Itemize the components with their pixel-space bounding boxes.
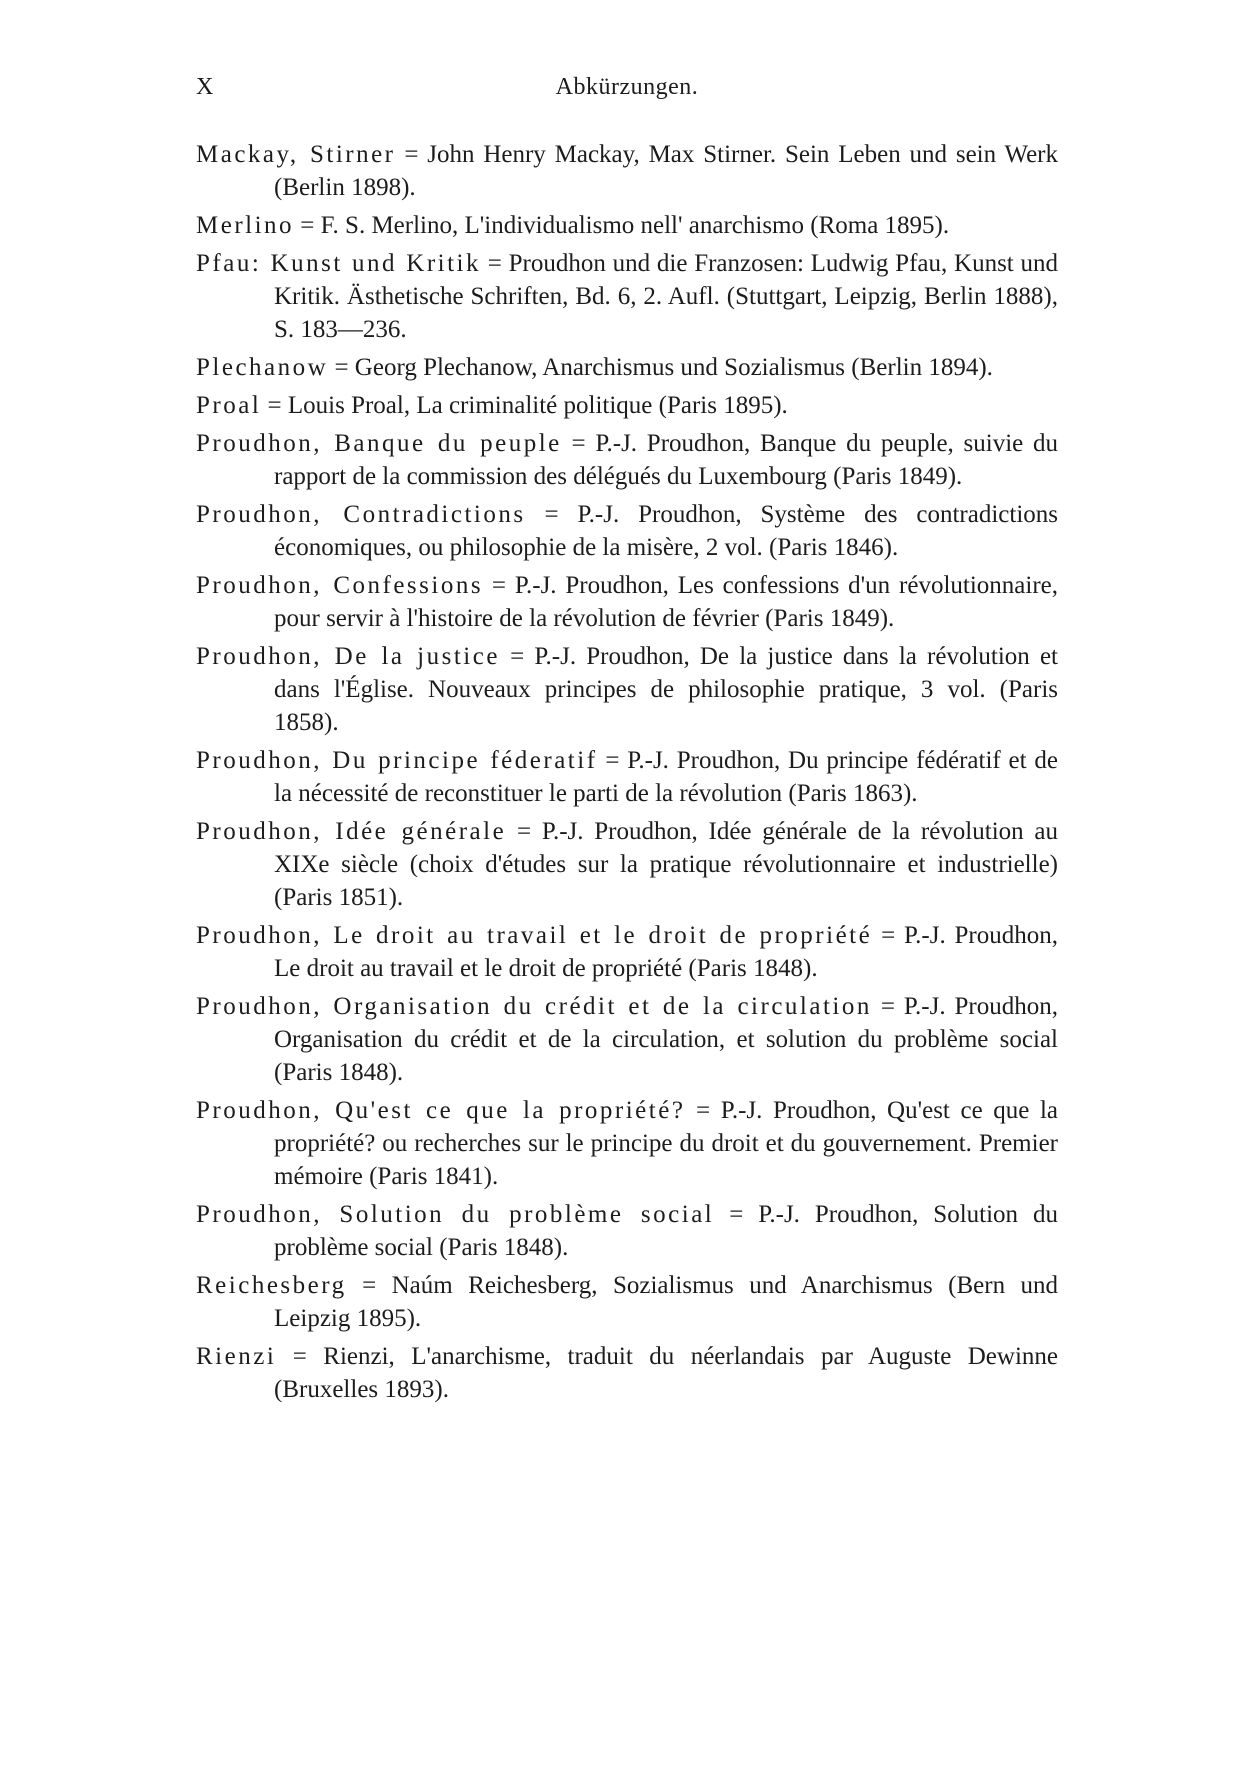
abbreviation-entry bbox=[196, 640, 1058, 739]
abbreviation-entry bbox=[196, 389, 1058, 422]
entry-text: = P.-J. Proudhon, Du principe fédératif et de la nécessité de reconstituer le parti de la révolution (Paris 1863). bbox=[274, 747, 1058, 807]
entry-text: = P.-J. Proudhon, Solution du problème social (Paris 1848). bbox=[274, 1201, 1058, 1261]
entry-key: Proudhon, Banque du peuple bbox=[196, 430, 562, 457]
abbreviation-entry bbox=[196, 138, 1058, 204]
abbreviation-entry bbox=[196, 498, 1058, 564]
entry-key: Proudhon, Contradictions bbox=[196, 501, 526, 528]
entry-text: = P.-J. Proudhon, Les confessions d'un révolutionnaire, pour servir à l'histoire de la révolution de février (Paris 1849). bbox=[274, 572, 1058, 632]
abbreviation-entry bbox=[196, 427, 1058, 493]
entry-key: Pfau: Kunst und Kritik bbox=[196, 250, 482, 277]
abbreviation-entry bbox=[196, 1198, 1058, 1264]
entry-key: Rienzi bbox=[196, 1343, 277, 1370]
entry-text: = John Henry Mackay, Max Stirner. Sein Leben und sein Werk (Berlin 1898). bbox=[274, 141, 1059, 201]
entry-key: Plechanow bbox=[196, 354, 329, 381]
entry-text: = Rienzi, L'anarchisme, traduit du néerlandais par Auguste Dewinne (Bruxelles 1893). bbox=[274, 1343, 1058, 1403]
entry-text: = P.-J. Proudhon, Qu'est ce que la propriété? ou recherches sur le principe du droit et du gouvernement. Premier mémoire (Paris 1841). bbox=[274, 1097, 1058, 1190]
entry-key: Proudhon, Confessions bbox=[196, 572, 484, 599]
entry-text: = P.-J. Proudhon, Idée générale de la révolution au XIXe siècle (choix d'études sur la pratique révolutionnaire et industrielle) (Paris 1851). bbox=[274, 818, 1058, 911]
entry-text: = P.-J. Proudhon, De la justice dans la révolution et dans l'Église. Nouveaux principes de philosophie pratique, 3 vol. (Paris 1858). bbox=[274, 643, 1058, 736]
page-number: X bbox=[196, 74, 214, 100]
entry-key: Proudhon, Idée générale bbox=[196, 818, 507, 845]
running-title: Abkürzungen. bbox=[555, 74, 699, 100]
entry-key: Proudhon, Solution du problème social bbox=[196, 1201, 715, 1228]
abbreviation-entry bbox=[196, 351, 1058, 384]
entry-text: = Naúm Reichesberg, Sozialismus und Anarchismus (Bern und Leipzig 1895). bbox=[274, 1272, 1059, 1332]
entry-text: = P.-J. Proudhon, Système des contradictions économiques, ou philosophie de la misère, 2 vol. (Paris 1846). bbox=[274, 501, 1059, 561]
entry-key: Proal bbox=[196, 392, 262, 419]
entry-key: Proudhon, Le droit au travail et le droit de propriété bbox=[196, 922, 873, 949]
abbreviation-entry bbox=[196, 815, 1058, 914]
abbreviation-list bbox=[196, 138, 1058, 1411]
abbreviation-entry bbox=[196, 569, 1058, 635]
entry-text: = Georg Plechanow, Anarchismus und Sozialismus (Berlin 1894). bbox=[334, 354, 993, 381]
entry-text: = F. S. Merlino, L'individualismo nell' anarchismo (Roma 1895). bbox=[300, 212, 950, 239]
entry-text: = P.-J. Proudhon, Le droit au travail et le droit de propriété (Paris 1848). bbox=[274, 922, 1059, 982]
entry-key: Mackay, Stirner bbox=[196, 141, 396, 168]
entry-key: Proudhon, Du principe féderatif bbox=[196, 747, 598, 774]
entry-text: = P.-J. Proudhon, Banque du peuple, suivie du rapport de la commission des délégués du Luxembourg (Paris 1849). bbox=[274, 430, 1059, 490]
entry-text: = Louis Proal, La criminalité politique (Paris 1895). bbox=[267, 392, 788, 419]
abbreviation-entry bbox=[196, 919, 1058, 985]
entry-key: Proudhon, De la justice bbox=[196, 643, 500, 670]
abbreviation-entry bbox=[196, 1340, 1058, 1406]
abbreviation-entry bbox=[196, 1269, 1058, 1335]
entry-text: = Proudhon und die Franzosen: Ludwig Pfau, Kunst und Kritik. Ästhetische Schriften, Bd. 6, 2. Aufl. (Stuttgart, Leipzig, Berlin 1888), S. 183—236. bbox=[274, 250, 1059, 343]
abbreviation-entry bbox=[196, 1094, 1058, 1193]
abbreviation-entry bbox=[196, 209, 1058, 242]
abbreviation-entry bbox=[196, 990, 1058, 1089]
entry-key: Proudhon, Organisation du crédit et de la circulation bbox=[196, 993, 872, 1020]
entry-key: Merlino bbox=[196, 212, 295, 239]
page-header bbox=[196, 74, 1058, 114]
abbreviation-entry bbox=[196, 247, 1058, 346]
abbreviation-entry bbox=[196, 744, 1058, 810]
entry-key: Reichesberg bbox=[196, 1272, 347, 1299]
entry-text: = P.-J. Proudhon, Organisation du crédit et de la circulation, et solution du problème social (Paris 1848). bbox=[274, 993, 1059, 1086]
entry-key: Proudhon, Qu'est ce que la propriété? bbox=[196, 1097, 686, 1124]
